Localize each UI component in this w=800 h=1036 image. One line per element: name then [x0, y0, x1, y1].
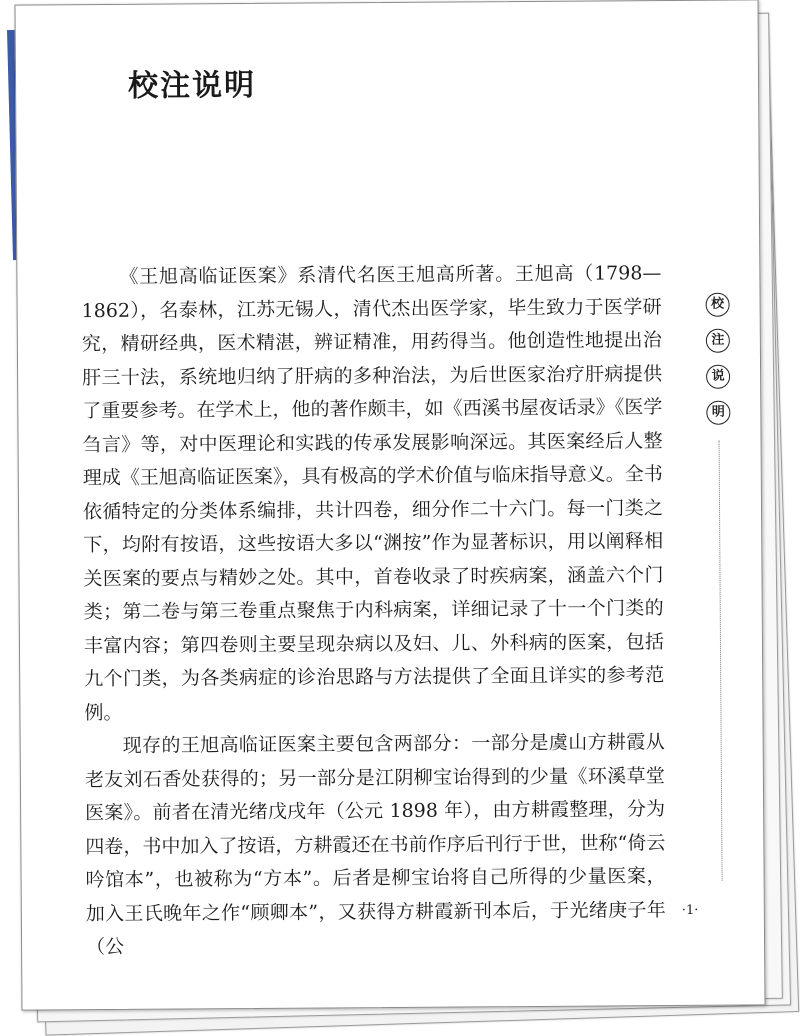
page-title: 校注说明 [127, 67, 257, 104]
body-text [81, 257, 666, 965]
side-label-char: 校 [706, 293, 730, 317]
paragraph: 现存的王旭高临证医案主要包含两部分：一部分是虞山方耕霞从老友刘石香处获得的；另一部分是江阴柳宝诒得到的少量《环溪草堂医案》。前者在清光绪戊戌年（公元 1898 年），由方耕霞整理，分为四卷，书中加入了按语，方耕霞还在书前作序后刊行于世，世称“倚云吟馆本”，也被称为“方本”。后者是柳宝诒将自己所得的少量医案，加入王氏晚年之作“顾卿本”，又获得方耕霞新刊本后，于光绪庚子年（公 [84, 731, 666, 959]
side-label-char: 明 [706, 401, 730, 425]
document-page [14, 0, 765, 1011]
section-side-label [706, 293, 733, 437]
side-label-char: 说 [706, 365, 730, 389]
paragraph: 《王旭高临证医案》系清代名医王旭高所著。王旭高（1798—1862），名泰林，江苏无锡人，清代杰出医学家，毕生致力于医学研究，精研经典，医术精湛，辨证精准，用药得当。他创造性地提出治肝三十法，系统地归纳了肝病的多种治法，为后世医家治疗肝病提供了重要参考。在学术上，他的著作颇丰，如《西溪书屋夜话录》《医学刍言》等，对中医理论和实践的传承发展影响深远。其医案经后人整理成《王旭高临证医案》，具有极高的学术价值与临床指导意义。全书依循特定的分类体系编排，共计四卷，细分作二十六门。每一门类之下，均附有按语，这些按语大多以“渊按”作为显著标识，用以阐释相关医案的要点与精妙之处。其中，首卷收录了时疾病案，涵盖六个门类；第二卷与第三卷重点聚焦于内科病案，详细记录了十一个门类的丰富内容；第四卷则主要呈现杂病以及妇、儿、外科病的医案，包括九个门类，为各类病症的诊治思路与方法提供了全面且详实的参考范例。 [81, 262, 665, 724]
page-number: ·1· [681, 902, 699, 918]
dotted-divider [719, 441, 723, 881]
side-label-char: 注 [706, 329, 730, 353]
